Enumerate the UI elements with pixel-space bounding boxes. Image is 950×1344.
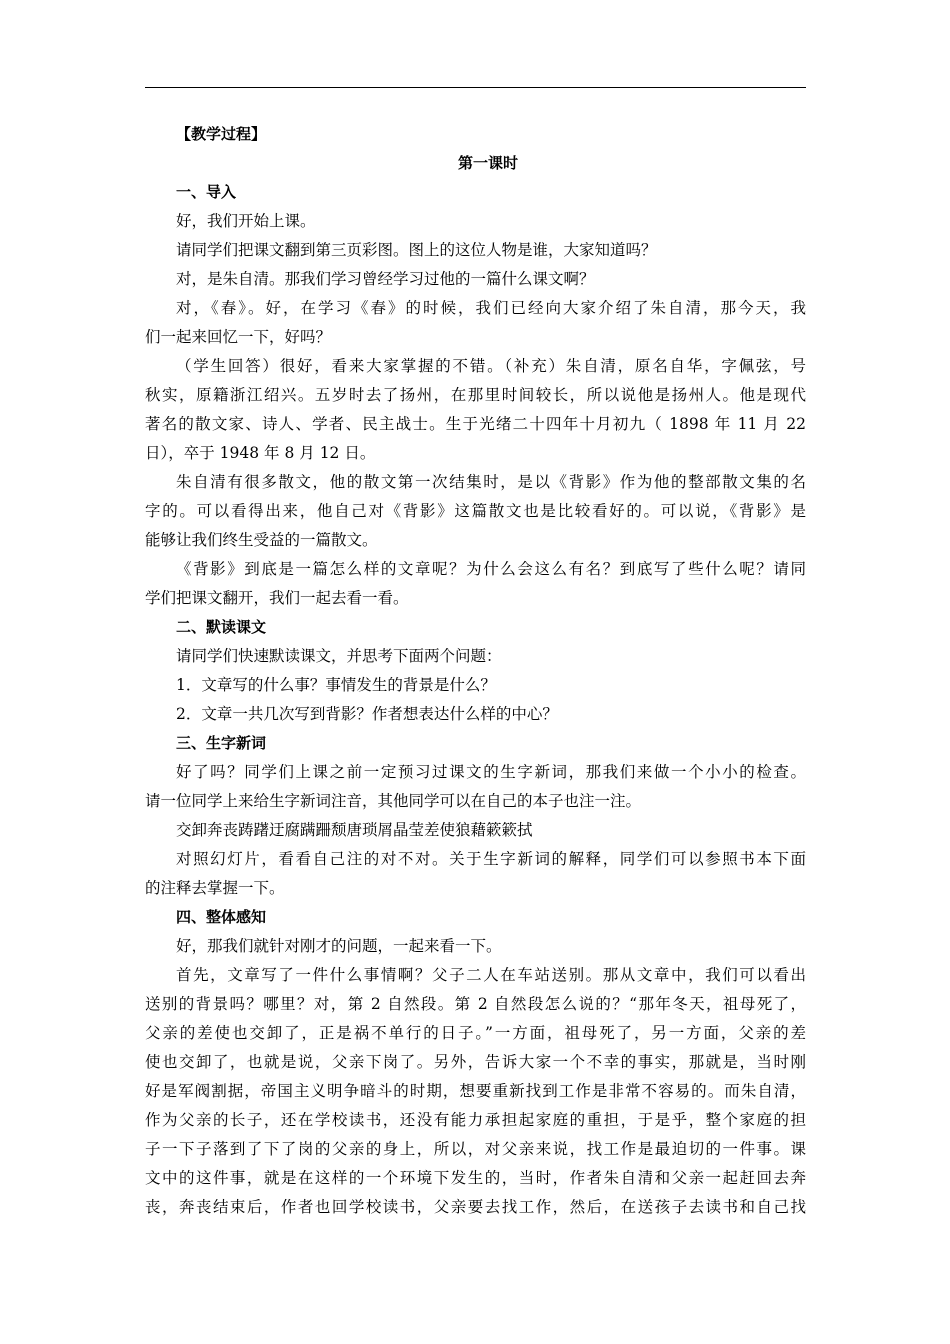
paragraph: 对，是朱自清。那我们学习曾经学习过他的一篇什么课文啊？ xyxy=(176,270,595,288)
paragraph-line: 能够让我们终生受益的一篇散文。 xyxy=(145,531,378,549)
question-item: 2．文章一共几次写到背影？作者想表达什么样的中心？ xyxy=(176,705,558,723)
paragraph-line: 好了吗？同学们上课之前一定预习过课文的生字新词，那我们来做一个小小的检查。 xyxy=(176,763,806,781)
paragraph-line: 字的。可以看得出来，他自己对《背影》这篇散文也是比较看好的。可以说，《背影》是 xyxy=(145,502,806,520)
paragraph-line: 首先，文章写了一件什么事情啊？父子二人在车站送别。那从文章中，我们可以看出 xyxy=(176,966,806,984)
paragraph-line: 子一下子落到了下了岗的父亲的身上，所以，对父亲来说，找工作是最迫切的一件事。课 xyxy=(145,1140,806,1158)
paragraph-line: 的注释去掌握一下。 xyxy=(145,879,285,897)
paragraph-line: （学生回答）很好，看来大家掌握的不错。（补充）朱自清，原名自华，字佩弦，号 xyxy=(176,357,806,375)
paragraph-line: 对照幻灯片，看看自己注的对不对。关于生字新词的解释，同学们可以参照书本下面 xyxy=(176,850,806,868)
heading-silent-reading: 二、默读课文 xyxy=(176,618,267,636)
heading-intro: 一、导入 xyxy=(176,183,237,201)
paragraph-line: 对，《春》。好，在学习《春》的时候，我们已经向大家介绍了朱自清，那今天，我 xyxy=(176,299,806,317)
paragraph-line: 《背影》到底是一篇怎么样的文章呢？为什么会这么有名？到底写了些什么呢？请同 xyxy=(176,560,806,578)
paragraph-line: 著名的散文家、诗人、学者、民主战士。生于光绪二十四年十月初九（ 1898 年 11 月 22 xyxy=(145,415,806,433)
question-item: 1．文章写的什么事？事情发生的背景是什么？ xyxy=(176,676,496,694)
paragraph-line: 朱自清有很多散文，他的散文第一次结集时，是以《背影》作为他的整部散文集的名 xyxy=(176,473,806,491)
paragraph-line: 使也交卸了，也就是说，父亲下岗了。另外，告诉大家一个不幸的事实，那就是，当时刚 xyxy=(145,1053,806,1071)
paragraph-line: 请一位同学上来给生字新词注音，其他同学可以在自己的本子也注一注。 xyxy=(145,792,642,810)
heading-overall: 四、整体感知 xyxy=(176,908,267,926)
header-rule xyxy=(145,87,806,88)
lesson-title: 第一课时 xyxy=(457,154,518,172)
paragraph-line: 文中的这件事，就是在这样的一个环境下发生的，当时，作者朱自清和父亲一起赶回去奔 xyxy=(145,1169,806,1187)
paragraph-line: 好是军阀割据，帝国主义明争暗斗的时期，想要重新找到工作是非常不容易的。而朱自清， xyxy=(145,1082,806,1100)
paragraph-line: 们一起来回忆一下，好吗？ xyxy=(145,328,332,346)
paragraph-line: 丧，奔丧结束后，作者也回学校读书，父亲要去找工作，然后，在送孩子去读书和自己找 xyxy=(145,1198,806,1216)
paragraph: 好，我们开始上课。 xyxy=(176,212,316,230)
paragraph-line: 送别的背景吗？哪里？对，第 2 自然段。第 2 自然段怎么说的？“那年冬天，祖母死了， xyxy=(145,995,806,1013)
paragraph-line: 学们把课文翻开，我们一起去看一看。 xyxy=(145,589,409,607)
paragraph: 请同学们把课文翻到第三页彩图。图上的这位人物是谁，大家知道吗？ xyxy=(176,241,657,259)
section-heading: 【教学过程】 xyxy=(176,125,267,143)
heading-vocabulary: 三、生字新词 xyxy=(176,734,267,752)
document-body xyxy=(145,120,806,1222)
vocabulary-words: 交卸奔丧踌躇迂腐蹒跚颓唐琐屑晶莹差使狼藉簌簌拭 xyxy=(176,821,533,839)
paragraph-line: 秋实，原籍浙江绍兴。五岁时去了扬州，在那里时间较长，所以说他是扬州人。他是现代 xyxy=(145,386,806,404)
paragraph-line: 父亲的差使也交卸了，正是祸不单行的日子。”一方面，祖母死了，另一方面，父亲的差 xyxy=(145,1024,806,1042)
paragraph-line: 作为父亲的长子，还在学校读书，还没有能力承担起家庭的重担，于是乎，整个家庭的担 xyxy=(145,1111,806,1129)
paragraph: 请同学们快速默读课文，并思考下面两个问题： xyxy=(176,647,502,665)
paragraph: 好，那我们就针对刚才的问题，一起来看一下。 xyxy=(176,937,502,955)
paragraph-line: 日），卒于 1948 年 8 月 12 日。 xyxy=(145,444,376,462)
